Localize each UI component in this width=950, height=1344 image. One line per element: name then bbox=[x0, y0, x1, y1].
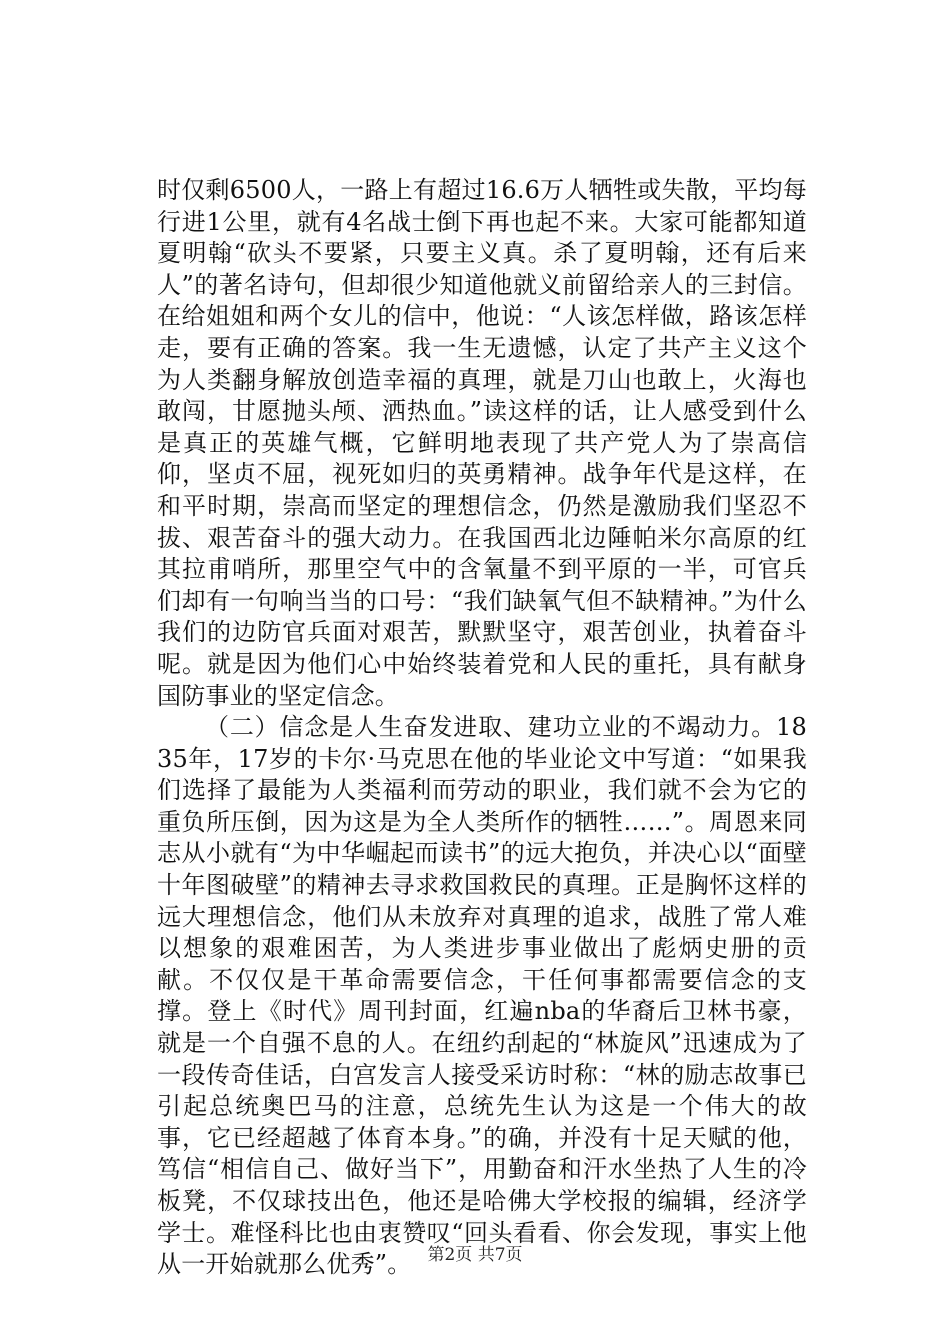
paragraph-section-two: （二）信念是人生奋发进取、建功立业的不竭动力。1835年，17岁的卡尔·马克思在他的毕业论文中写道：“如果我们选择了最能为人类福利而劳动的职业，我们就不会为它的重负所压倒，因为这是为全人类所作的牺牲……”。周恩来同志从小就有“为中华崛起而读书”的远大抱负，并决心以“面壁十年图破壁”的精神去寻求救国救民的真理。正是胸怀这样的远大理想信念，他们从未放弃对真理的追求，战胜了常人难以想象的艰难困苦，为人类进步事业做出了彪炳史册的贡献。不仅仅是干革命需要信念，干任何事都需要信念的支撑。登上《时代》周刊封面，红遍nba的华裔后卫林书豪，就是一个自强不息的人。在纽约刮起的“林旋风”迅速成为了一段传奇佳话，白宫发言人接受采访时称：“林的励志故事已引起总统奥巴马的注意，总统先生认为这是一个伟大的故事，它已经超越了体育本身。”的确，并没有十足天赋的他，笃信“相信自己、做好当下”，用勤奋和汗水坐热了人生的冷板凳，不仅球技出色，他还是哈佛大学校报的编辑，经济学学士。难怪科比也由衷赞叹“回头看看、你会发现，事实上他从一开始就那么优秀”。 bbox=[157, 713, 807, 1279]
document-body bbox=[157, 175, 807, 1281]
page-number-footer: 第2页 共7页 bbox=[427, 1245, 523, 1265]
paragraph-continuation: 时仅剩6500人，一路上有超过16.6万人牺牲或失散，平均每行进1公里，就有4名战士倒下再也起不来。大家可能都知道夏明翰“砍头不要紧，只要主义真。杀了夏明翰，还有后来人”的著名诗句，但却很少知道他就义前留给亲人的三封信。在给姐姐和两个女儿的信中，他说：“人该怎样做，路该怎样走，要有正确的答案。我一生无遗憾，认定了共产主义这个为人类翻身解放创造幸福的真理，就是刀山也敢上，火海也敢闯，甘愿抛头颅、洒热血。”读这样的话，让人感受到什么是真正的英雄气概，它鲜明地表现了共产党人为了崇高信仰，坚贞不屈，视死如归的英勇精神。战争年代是这样，在和平时期，崇高而坚定的理想信念，仍然是激励我们坚忍不拔、艰苦奋斗的强大动力。在我国西北边陲帕米尔高原的红其拉甫哨所，那里空气中的含氧量不到平原的一半，可官兵们却有一句响当当的口号：“我们缺氧气但不缺精神。”为什么我们的边防官兵面对艰苦，默默坚守，艰苦创业，执着奋斗呢。就是因为他们心中始终装着党和人民的重托，具有献身国防事业的坚定信念。 bbox=[157, 176, 807, 710]
